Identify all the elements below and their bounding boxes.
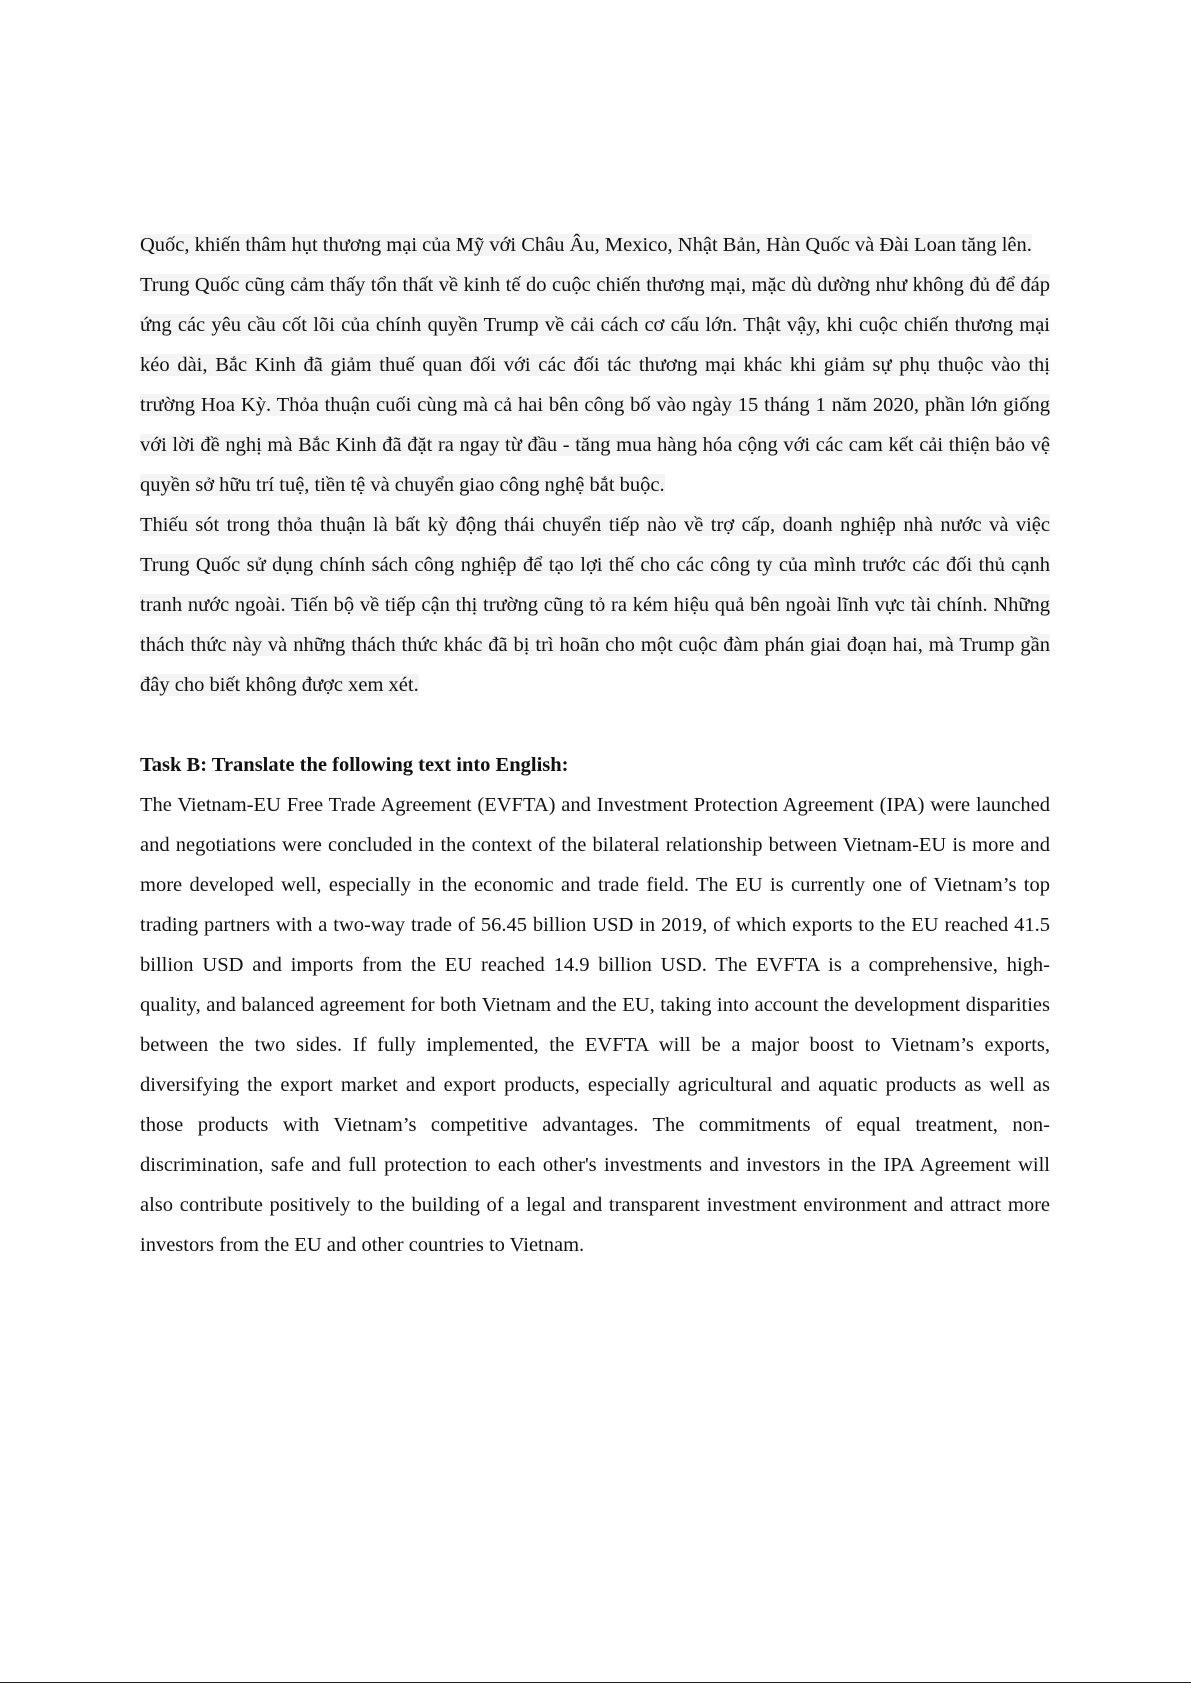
task-b-heading: Task B: Translate the following text into English:	[140, 754, 569, 776]
section-spacer	[140, 705, 1050, 745]
document-page	[140, 225, 1050, 1265]
vietnamese-paragraph-1	[140, 225, 1050, 265]
task-b-paragraph: The Vietnam-EU Free Trade Agreement (EVFTA) and Investment Protection Agreement (IPA) were launched and negotiations were concluded in the context of the bilateral relationship between Vietnam-EU is more and more developed well, especially in the economic and trade field. The EU is currently one of Vietnam’s top trading partners with a two-way trade of 56.45 billion USD in 2019, of which exports to the EU reached 41.5 billion USD and imports from the EU reached 14.9 billion USD. The EVFTA is a comprehensive, high-quality, and balanced agreement for both Vietnam and the EU, taking into account the development disparities between the two sides. If fully implemented, the EVFTA will be a major boost to Vietnam’s exports, diversifying the export market and export products, especially agricultural and aquatic products as well as those products with Vietnam’s competitive advantages. The commitments of equal treatment, non-discrimination, safe and full protection to each other's investments and investors in the IPA Agreement will also contribute positively to the building of a legal and transparent investment environment and attract more investors from the EU and other countries to Vietnam.	[140, 794, 1050, 1256]
footer-divider	[0, 1682, 1191, 1683]
vietnamese-paragraph-1-text: Quốc, khiến thâm hụt thương mại của Mỹ với Châu Âu, Mexico, Nhật Bản, Hàn Quốc và Đài Loan tăng lên.	[140, 234, 1032, 256]
vietnamese-paragraph-3	[140, 505, 1050, 705]
vietnamese-paragraph-3-text: Thiếu sót trong thỏa thuận là bất kỳ động thái chuyển tiếp nào về trợ cấp, doanh nghiệp nhà nước và việc Trung Quốc sử dụng chính sách công nghiệp để tạo lợi thế cho các công ty của mình trước các đối thủ cạnh tranh nước ngoài. Tiến bộ về tiếp cận thị trường cũng tỏ ra kém hiệu quả bên ngoài lĩnh vực tài chính. Những thách thức này và những thách thức khác đã bị trì hoãn cho một cuộc đàm phán giai đoạn hai, mà Trump gần đây cho biết không được xem xét.	[140, 514, 1050, 696]
vietnamese-paragraph-2-text: Trung Quốc cũng cảm thấy tổn thất về kinh tế do cuộc chiến thương mại, mặc dù dường như không đủ để đáp ứng các yêu cầu cốt lõi của chính quyền Trump về cải cách cơ cấu lớn. Thật vậy, khi cuộc chiến thương mại kéo dài, Bắc Kinh đã giảm thuế quan đối với các đối tác thương mại khác khi giảm sự phụ thuộc vào thị trường Hoa Kỳ. Thỏa thuận cuối cùng mà cả hai bên công bố vào ngày 15 tháng 1 năm 2020, phần lớn giống với lời đề nghị mà Bắc Kinh đã đặt ra ngay từ đầu - tăng mua hàng hóa cộng với các cam kết cải thiện bảo vệ quyền sở hữu trí tuệ, tiền tệ và chuyển giao công nghệ bắt buộc.	[140, 274, 1050, 496]
vietnamese-paragraph-2	[140, 265, 1050, 505]
